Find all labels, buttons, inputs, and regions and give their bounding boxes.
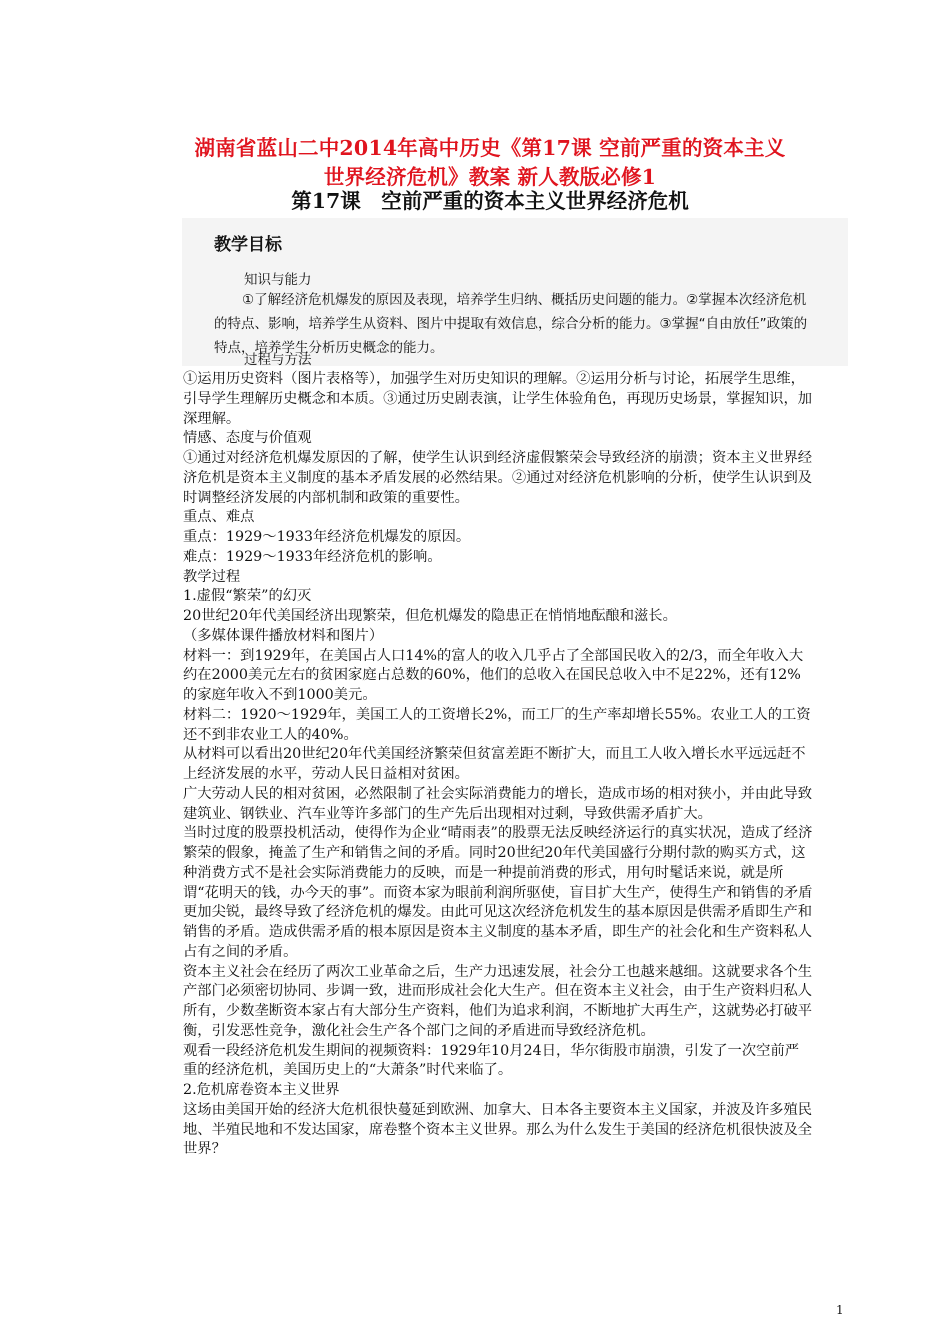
objectives-heading: 教学目标 [214,235,282,255]
body-paragraph: ①通过对经济危机爆发原因的了解，使学生认识到经济虚假繁荣会导致经济的崩溃；资本主义世界经济危机是资本主义制度的基本矛盾发展的必然结果。②通过对经济危机影响的分析，使学生认识到及时调整经济发展的内部机制和政策的重要性。 [183,450,813,506]
body-paragraph: 资本主义社会在经历了两次工业革命之后，生产力迅速发展，社会分工也越来越细。这就要求各个生产部门必须密切协同、步调一致，进而形成社会化大生产。但在资本主义社会，由于生产资料归私人所有，少数垄断资本家占有大部分生产资料，他们为追求利润，不断地扩大再生产，这就势必打破平衡，引发恶性竞争，激化社会生产各个部门之间的矛盾进而导致经济危机。 [183,963,813,1039]
body-paragraph: 观看一段经济危机发生期间的视频资料：1929年10月24日，华尔街股市崩溃，引发了一次空前严重的经济危机，美国历史上的“大萧条”时代来临了。 [183,1042,800,1079]
body-paragraph: 广大劳动人民的相对贫困，必然限制了社会实际消费能力的增长，造成市场的相对狭小，并由此导致建筑业、钢铁业、汽车业等许多部门的生产先后出现相对过剩，导致供需矛盾扩大。 [183,785,813,822]
knowledge-ability-subheading: 知识与能力 [244,272,312,288]
material-one: 材料一：到1929年，在美国占人口14%的富人的收入几乎占了全部国民收入的2/3，而全年收入大约在2000美元左右的贫困家庭占总数的60%，他们的总收入在国民总收入中不足22%，还有12%的家庭年收入不到1000美元。 [183,647,804,703]
body-paragraph: 从材料可以看出20世纪20年代美国经济繁荣但贫富差距不断扩大，而且工人收入增长水平远远赶不上经济发展的水平，劳动人民日益相对贫困。 [183,746,806,782]
lesson-body [183,370,813,1160]
section-heading: 重点、难点 [183,509,255,526]
document-title-line2: 世界经济危机》教案 新人教版必修1 [323,165,657,189]
section-heading: 教学过程 [183,568,241,585]
knowledge-ability-paragraph: ①了解经济危机爆发的原因及表现，培养学生归纳、概括历史问题的能力。②掌握本次经济危机的特点、影响，培养学生从资料、图片中提取有效信息，综合分析的能力。③掌握“自由放任”政策的特点，培养学生分析历史概念的能力。 [214,292,808,356]
subsection-heading: 1.虚假“繁荣”的幻灭 [183,588,312,605]
document-title-line1: 湖南省蓝山二中2014年高中历史《第17课 空前严重的资本主义 [194,136,786,160]
body-paragraph: 这场由美国开始的经济大危机很快蔓延到欧洲、加拿大、日本各主要资本主义国家，并波及许多殖民地、半殖民地和不发达国家，席卷整个资本主义世界。那么为什么发生于美国的经济危机很快波及全世界？ [183,1101,813,1158]
body-paragraph: 20世纪20年代美国经济出现繁荣，但危机爆发的隐患正在悄悄地酝酿和滋长。 [183,608,677,624]
process-method-subheading: 过程与方法 [244,352,312,366]
difficult-point: 难点：1929～1933年经济危机的影响。 [183,548,442,565]
section-heading: 情感、态度与价值观 [183,430,312,447]
page-number: 1 [836,1303,844,1317]
lesson-title: 第17课 空前严重的资本主义世界经济危机 [291,189,689,213]
key-point: 重点：1929～1933年经济危机爆发的原因。 [183,529,471,545]
body-paragraph: ①运用历史资料（图片表格等），加强学生对历史知识的理解。②运用分析与讨论，拓展学生思维，引导学生理解历史概念和本质。③通过历史剧表演，让学生体验角色，再现历史场景，掌握知识，加深理解。 [183,371,813,427]
body-paragraph: （多媒体课件播放材料和图片） [183,627,384,644]
subsection-heading: 2.危机席卷资本主义世界 [183,1082,340,1098]
material-two: 材料二：1920～1929年，美国工人的工资增长2%，而工厂的生产率却增长55%。农业工人的工资还不到非农业工人的40%。 [183,706,811,743]
body-paragraph: 当时过度的股票投机活动，使得作为企业“晴雨表”的股票无法反映经济运行的真实状况，造成了经济繁荣的假象，掩盖了生产和销售之间的矛盾。同时20世纪20年代美国盛行分期付款的购买方式，这种消费方式不是社会实际消费能力的反映，而是一种提前消费的形式，用句时髦话来说，就是所谓“花明天的钱，办今天的事”。而资本家为眼前利润所驱使，盲目扩大生产，使得生产和销售的矛盾更加尖锐，最终导致了经济危机的爆发。由此可见这次经济危机发生的基本原因是供需矛盾即生产和销售的矛盾。造成供需矛盾的根本原因是资本主义制度的基本矛盾，即生产的社会化和生产资料私人占有之间的矛盾。 [183,825,813,960]
